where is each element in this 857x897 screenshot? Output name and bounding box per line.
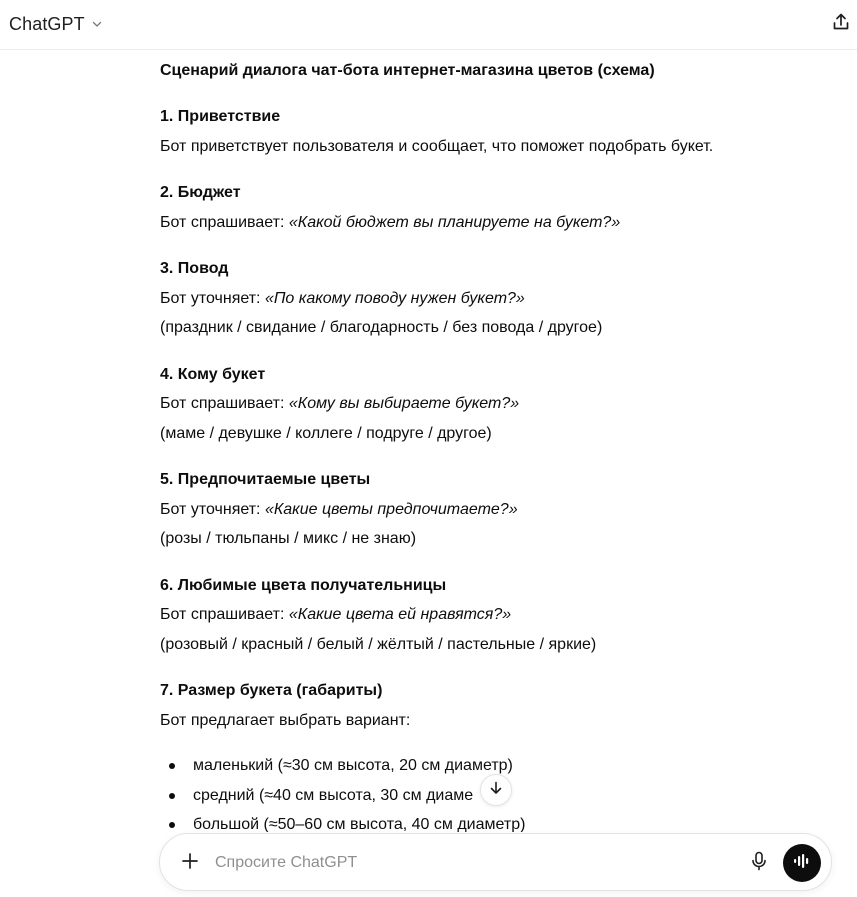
bullet-icon — [169, 822, 175, 828]
section-heading: 7. Размер букета (габариты) — [160, 682, 383, 699]
section-size — [160, 676, 780, 832]
list-item: большой (≈50–60 см высота, 40 см диаметр) — [160, 810, 780, 832]
attach-button[interactable] — [178, 851, 202, 875]
assistant-message — [160, 54, 780, 832]
arrow-down-icon — [488, 780, 504, 801]
section-colors — [160, 571, 780, 660]
section-line: Бот спрашивает: «Какие цвета ей нравятся?» — [160, 606, 512, 623]
model-switcher[interactable] — [9, 12, 103, 36]
bullet-icon — [169, 793, 175, 799]
top-bar — [0, 0, 857, 50]
section-line: Бот предлагает выбрать вариант: — [160, 711, 411, 729]
section-line: Бот спрашивает: «Какой бюджет вы планируете на букет?» — [160, 213, 621, 231]
section-heading: 2. Бюджет — [160, 184, 241, 201]
section-line: (розы / тюльпаны / микс / не знаю) — [160, 530, 417, 547]
section-line: Бот уточняет: «Какие цветы предпочитаете?» — [160, 500, 518, 518]
section-budget — [160, 178, 780, 237]
section-line: (праздник / свидание / благодарность / без повода / другое) — [160, 319, 603, 336]
section-line: Бот уточняет: «По какому поводу нужен букет?» — [160, 289, 525, 307]
section-heading: 1. Приветствие — [160, 108, 281, 125]
chevron-down-icon — [91, 18, 103, 30]
message-title: Сценарий диалога чат-бота интернет-магазина цветов (схема) — [160, 62, 655, 79]
section-greeting — [160, 102, 780, 161]
section-flowers — [160, 465, 780, 554]
prompt-input[interactable] — [215, 849, 735, 877]
share-icon — [831, 12, 851, 37]
section-line: (маме / девушке / коллеге / подруге / другое) — [160, 424, 492, 442]
section-line: (розовый / красный / белый / жёлтый / пастельные / яркие) — [160, 635, 597, 653]
section-line: Бот спрашивает: «Кому вы выбираете букет?» — [160, 395, 520, 412]
section-heading: 3. Повод — [160, 260, 229, 277]
voice-mode-button[interactable] — [783, 844, 821, 882]
scroll-to-bottom-button[interactable] — [480, 774, 512, 806]
section-recipient — [160, 360, 780, 449]
size-options-list — [160, 751, 780, 832]
plus-icon — [181, 852, 199, 875]
bullet-icon — [169, 763, 175, 769]
model-title: ChatGPT — [9, 13, 85, 34]
list-item: средний (≈40 см высота, 30 см диаме — [160, 781, 780, 811]
section-line: Бот приветствует пользователя и сообщает, что поможет подобрать букет. — [160, 137, 714, 155]
composer — [159, 833, 832, 891]
share-button[interactable] — [829, 12, 853, 36]
dictate-button[interactable] — [747, 851, 771, 875]
microphone-icon — [750, 851, 768, 876]
section-heading: 6. Любимые цвета получательницы — [160, 576, 447, 594]
section-heading: 5. Предпочитаемые цветы — [160, 471, 371, 488]
section-heading: 4. Кому букет — [160, 365, 266, 383]
voice-mode-icon — [792, 853, 812, 874]
section-occasion — [160, 254, 780, 343]
list-item: маленький (≈30 см высота, 20 см диаметр) — [160, 751, 780, 781]
